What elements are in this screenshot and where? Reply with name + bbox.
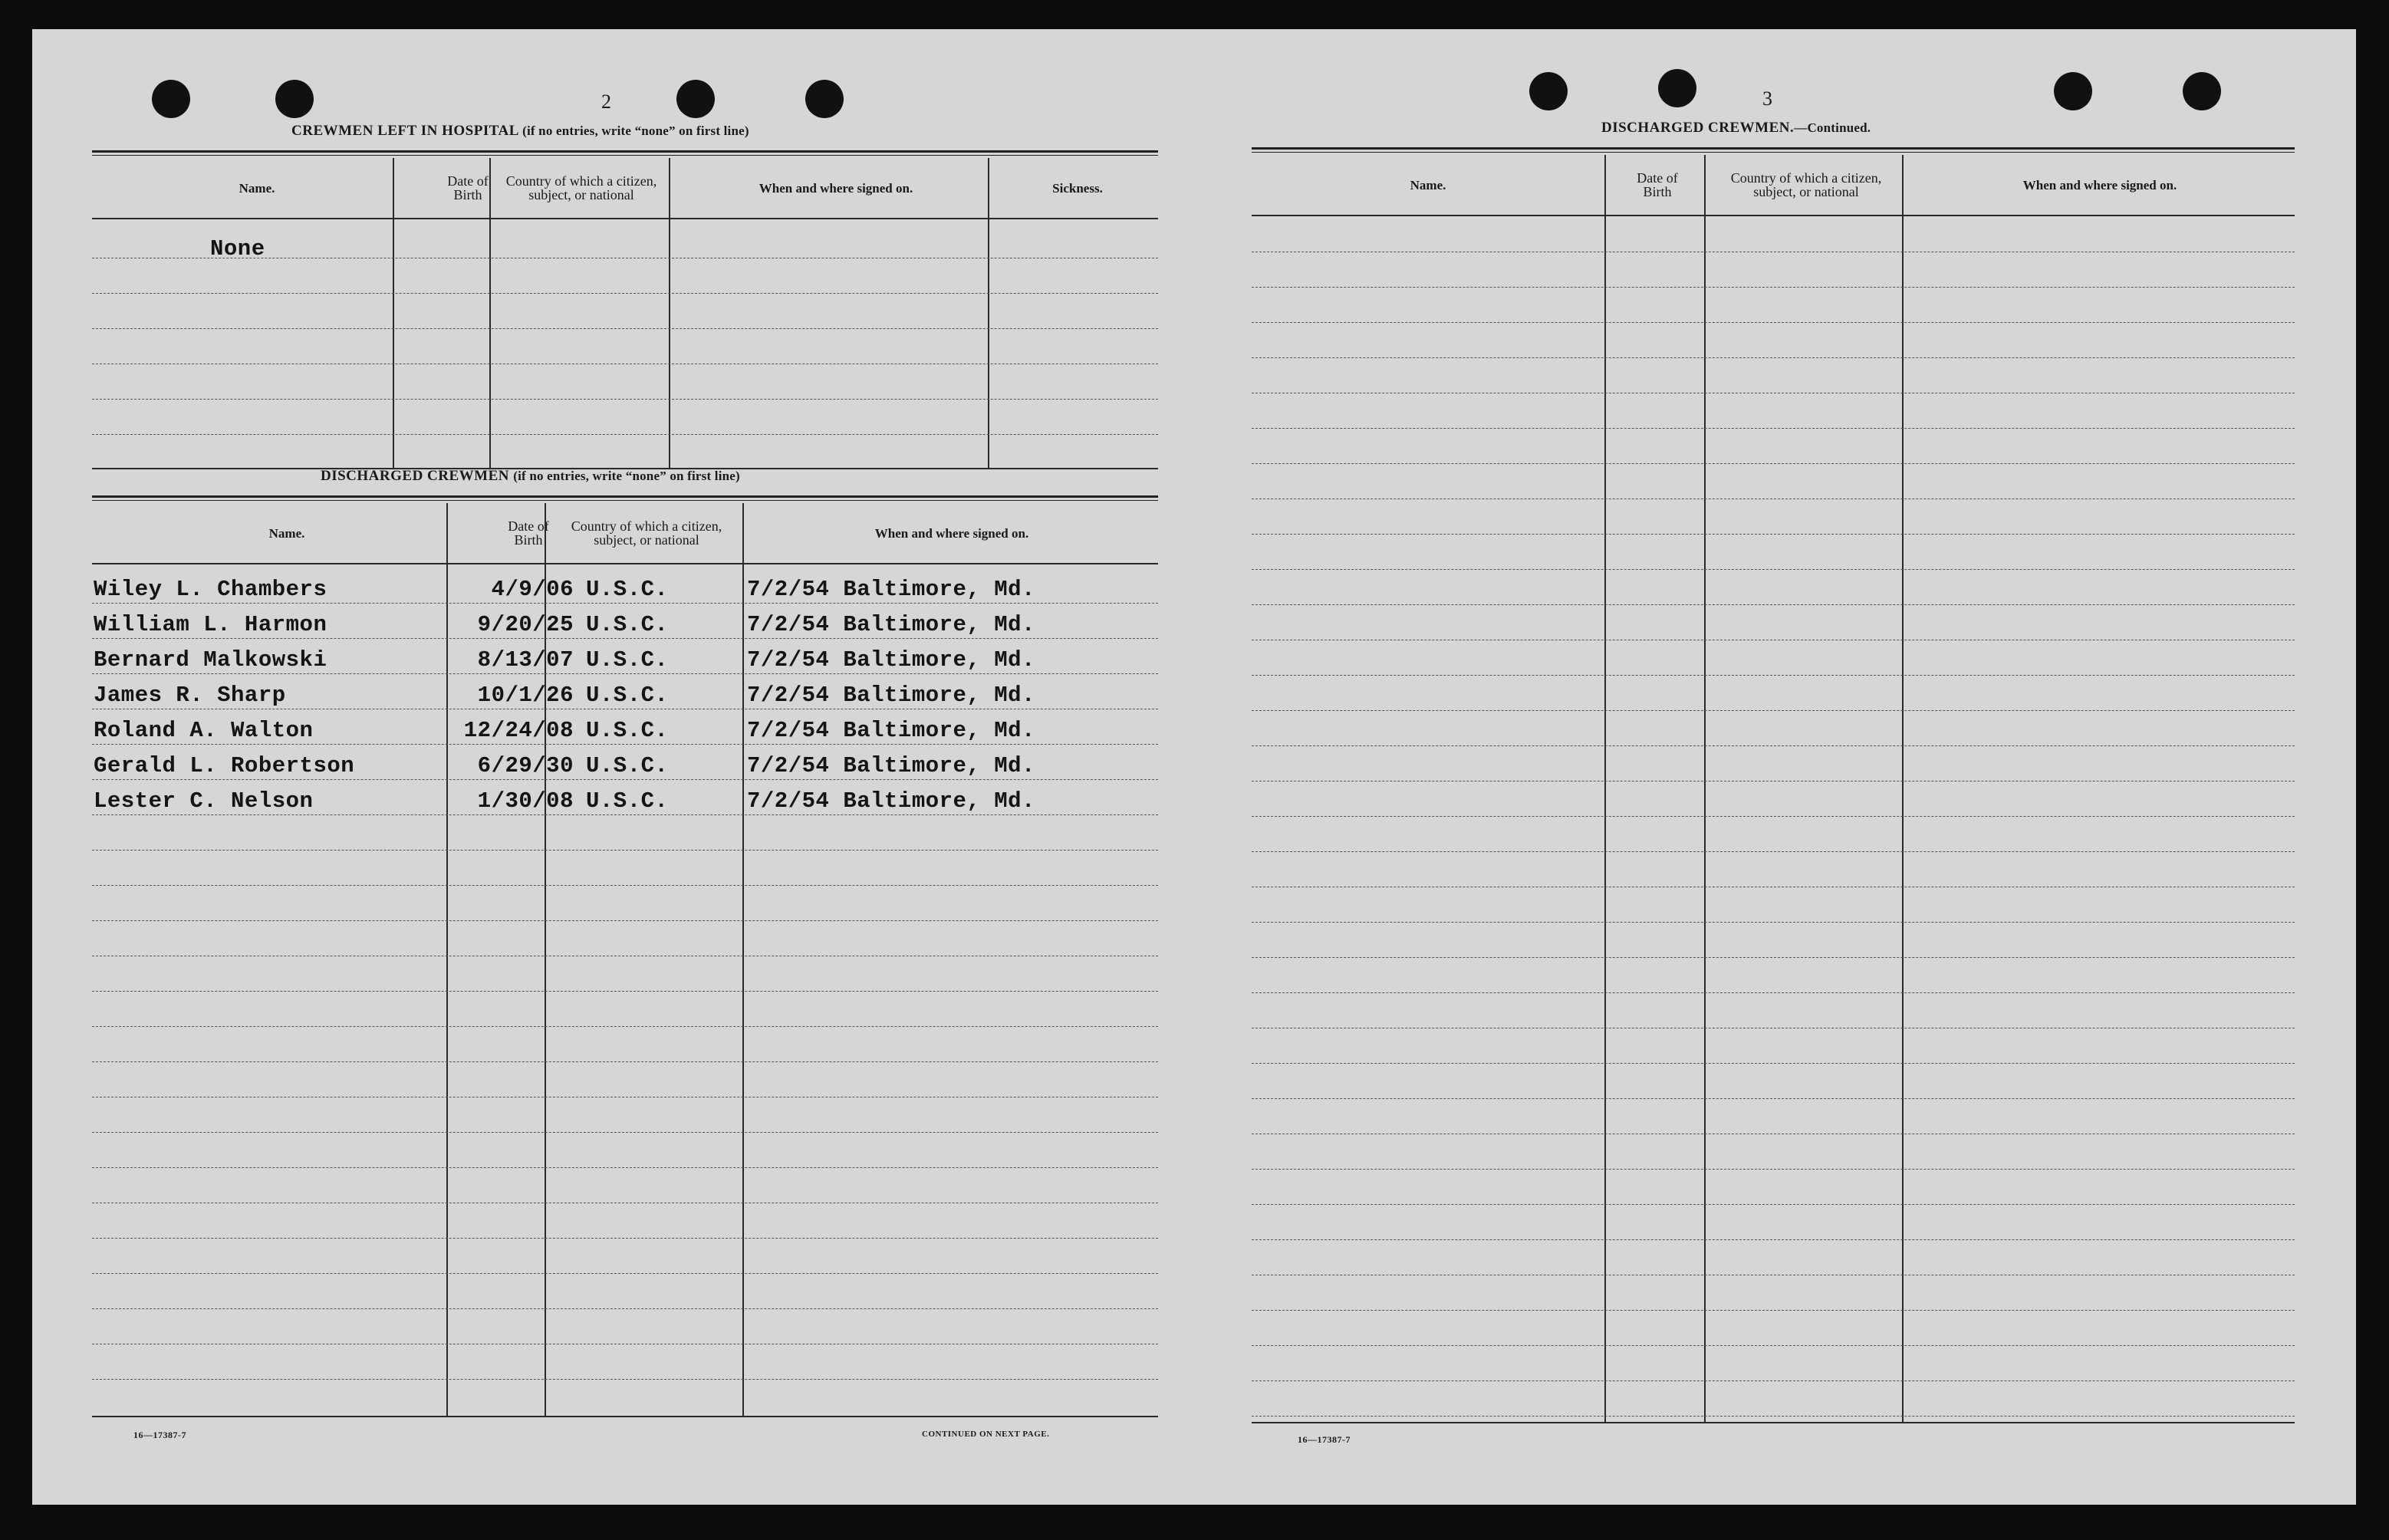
page-number: 3 <box>1762 87 1772 110</box>
page-number: 2 <box>601 90 611 113</box>
ledger-line <box>92 1132 1158 1133</box>
ledger-line <box>1252 534 2295 535</box>
rule <box>988 158 989 468</box>
form-number: 16—17387-7 <box>1298 1434 1351 1445</box>
ledger-line <box>1252 745 2295 746</box>
ledger-line <box>92 1308 1158 1309</box>
crewman-name: William L. Harmon <box>94 612 327 637</box>
ledger-line <box>1252 287 2295 288</box>
form-number: 16—17387-7 <box>133 1430 186 1440</box>
rule <box>92 1416 1158 1417</box>
ledger-line <box>1252 1416 2295 1417</box>
crewman-country: U.S.C. <box>586 753 669 778</box>
ledger-line <box>1252 463 2295 464</box>
ledger-line <box>1252 1098 2295 1099</box>
ledger-line <box>92 1026 1158 1027</box>
crewman-signed-on: 7/2/54 Baltimore, Md. <box>747 612 1035 637</box>
continued-title-text: DISCHARGED CREWMEN. <box>1601 120 1795 136</box>
rule <box>92 150 1158 153</box>
col-header-name: Name. <box>239 180 275 196</box>
col-header-name: Name. <box>1410 177 1446 192</box>
continued-section-title <box>1601 120 1871 137</box>
ledger-line <box>92 293 1158 294</box>
crewman-signed-on: 7/2/54 Baltimore, Md. <box>747 718 1035 743</box>
ledger-line <box>1252 1380 2295 1381</box>
ledger-line <box>92 744 1158 745</box>
ledger-line <box>1252 1310 2295 1311</box>
crewman-signed-on: 7/2/54 Baltimore, Md. <box>747 577 1035 602</box>
punch-hole <box>152 80 190 118</box>
discharged-title-text: DISCHARGED CREWMEN <box>321 468 509 484</box>
ledger-line <box>92 603 1158 604</box>
rule <box>545 503 546 1417</box>
crewman-dob: 1/30/08 <box>477 788 574 814</box>
hospital-entry: None <box>210 236 265 262</box>
ledger-line <box>92 673 1158 674</box>
rule <box>489 158 491 468</box>
rule <box>1252 215 2295 216</box>
continued-title-suffix: —Continued. <box>1794 120 1871 135</box>
ledger-line <box>92 399 1158 400</box>
ledger-line <box>1252 710 2295 711</box>
punch-hole <box>1658 69 1696 107</box>
ledger-line <box>1252 1169 2295 1170</box>
ledger-line <box>92 638 1158 639</box>
crewman-signed-on: 7/2/54 Baltimore, Md. <box>747 683 1035 708</box>
crewman-country: U.S.C. <box>586 577 669 602</box>
ledger-line <box>1252 922 2295 923</box>
ledger-line <box>1252 781 2295 782</box>
rule <box>1902 155 1904 1423</box>
ledger-line <box>1252 604 2295 605</box>
ledger-line <box>92 1061 1158 1062</box>
crewman-name: Gerald L. Robertson <box>94 753 355 778</box>
crewman-country: U.S.C. <box>586 647 669 673</box>
crewman-name: Lester C. Nelson <box>94 788 314 814</box>
rule <box>92 563 1158 564</box>
col-header-country: Country of which a citizen, subject, or national <box>1730 170 1882 199</box>
crewman-country: U.S.C. <box>586 683 669 708</box>
ledger-line <box>1252 1345 2295 1346</box>
crewman-signed-on: 7/2/54 Baltimore, Md. <box>747 788 1035 814</box>
crewman-signed-on: 7/2/54 Baltimore, Md. <box>747 753 1035 778</box>
crewman-country: U.S.C. <box>586 718 669 743</box>
ledger-line <box>1252 675 2295 676</box>
rule <box>1252 147 2295 150</box>
ledger-line <box>92 850 1158 851</box>
ledger-line <box>92 1238 1158 1239</box>
crewman-dob: 12/24/08 <box>463 718 574 743</box>
ledger-line <box>1252 1204 2295 1205</box>
col-header-dob: Date of Birth <box>1637 170 1678 199</box>
punch-hole <box>2054 72 2092 110</box>
ledger-line <box>1252 322 2295 323</box>
crewman-dob: 6/29/30 <box>477 753 574 778</box>
rule <box>446 503 448 1417</box>
ledger-line <box>92 1273 1158 1274</box>
crewman-country: U.S.C. <box>586 788 669 814</box>
col-header-signed: When and where signed on. <box>2022 177 2177 192</box>
discharged-title-note: (if no entries, write “none” on first line) <box>513 469 740 483</box>
discharged-section-title <box>321 468 740 485</box>
crewman-name: Wiley L. Chambers <box>94 577 327 602</box>
ledger-line <box>92 920 1158 921</box>
hospital-title-note: (if no entries, write “none” on first line) <box>522 123 749 138</box>
crewman-name: Roland A. Walton <box>94 718 314 743</box>
ledger-line <box>92 779 1158 780</box>
ledger-line <box>92 1167 1158 1168</box>
punch-hole <box>805 80 844 118</box>
col-header-dob: Date of Birth <box>447 173 489 202</box>
crewman-dob: 4/9/06 <box>491 577 574 602</box>
crewman-dob: 8/13/07 <box>477 647 574 673</box>
document-sheet <box>32 29 2356 1505</box>
col-header-country: Country of which a citizen, subject, or national <box>505 173 657 202</box>
col-header-dob: Date of Birth <box>508 518 549 548</box>
rule <box>742 503 744 1417</box>
ledger-line <box>1252 957 2295 958</box>
punch-hole <box>676 80 715 118</box>
punch-hole <box>2183 72 2221 110</box>
ledger-line <box>1252 428 2295 429</box>
crewman-signed-on: 7/2/54 Baltimore, Md. <box>747 647 1035 673</box>
ledger-line <box>92 885 1158 886</box>
rule <box>1704 155 1706 1423</box>
rule <box>393 158 394 468</box>
crewman-name: James R. Sharp <box>94 683 286 708</box>
crewman-country: U.S.C. <box>586 612 669 637</box>
ledger-line <box>92 434 1158 435</box>
ledger-line <box>1252 1239 2295 1240</box>
punch-hole <box>1529 72 1568 110</box>
continued-note: CONTINUED ON NEXT PAGE. <box>922 1430 1050 1439</box>
punch-hole <box>275 80 314 118</box>
ledger-line <box>92 991 1158 992</box>
rule <box>1252 1422 2295 1423</box>
ledger-line <box>1252 569 2295 570</box>
crewman-dob: 9/20/25 <box>477 612 574 637</box>
hospital-title-text: CREWMEN LEFT IN HOSPITAL <box>291 123 518 139</box>
crewman-name: Bernard Malkowski <box>94 647 327 673</box>
ledger-line <box>1252 816 2295 817</box>
rule <box>1604 155 1606 1423</box>
crewman-dob: 10/1/26 <box>477 683 574 708</box>
ledger-line <box>1252 992 2295 993</box>
ledger-line <box>92 1379 1158 1380</box>
col-header-signed: When and where signed on. <box>874 525 1029 541</box>
col-header-signed: When and where signed on. <box>758 180 913 196</box>
col-header-sickness: Sickness. <box>1052 180 1103 196</box>
col-header-country: Country of which a citizen, subject, or national <box>571 518 722 548</box>
ledger-line <box>1252 1063 2295 1064</box>
rule <box>669 158 670 468</box>
ledger-line <box>92 814 1158 815</box>
rule <box>92 218 1158 219</box>
ledger-line <box>1252 357 2295 358</box>
ledger-line <box>1252 851 2295 852</box>
col-header-name: Name. <box>268 525 305 541</box>
hospital-section-title <box>291 123 749 140</box>
rule <box>92 495 1158 498</box>
ledger-line <box>92 328 1158 329</box>
